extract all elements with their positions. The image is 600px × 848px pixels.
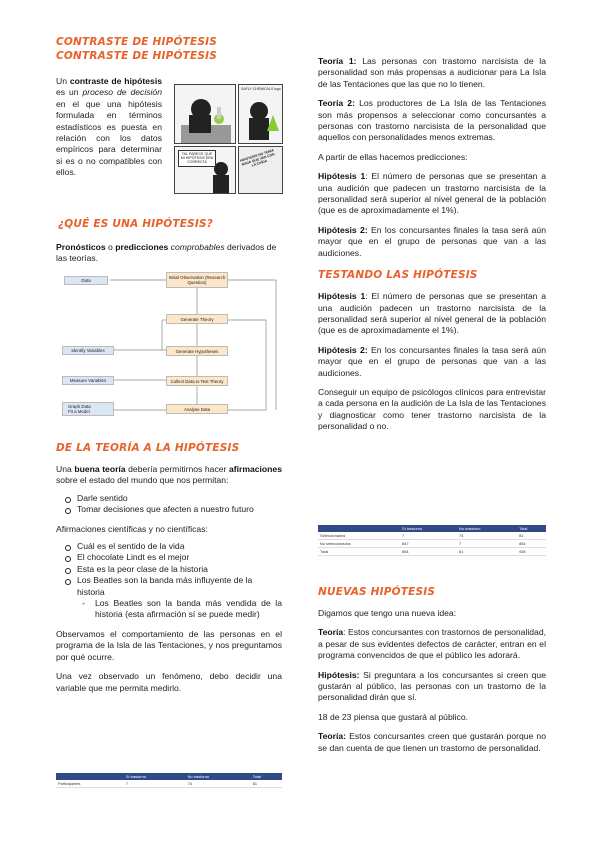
teoria-paragraph: Una buena teoría debería permitirnos hacer afirmaciones sobre el estado del mundo que nos permitan: bbox=[56, 464, 282, 486]
flow-collect-data: Collect Data to Test Theory bbox=[166, 376, 228, 386]
section-title-que-es: ¿QUÉ ES UNA HIPÓTESIS? bbox=[58, 218, 214, 230]
resultado-paragraph: 18 de 23 piensa que gustará al público. bbox=[318, 711, 469, 722]
intro-paragraph: Un contraste de hipótesis es un proceso de decisión en el que una hipótesis formulada en términos estadísticos es puesta en relación con los datos empíricos para determinar si es o no compatibles con ellos. bbox=[56, 76, 162, 178]
flow-graph-data: Graph Data Fit a Model bbox=[62, 402, 114, 416]
speech-bubble: TAL PARECE QUE MI HIPÓTESIS ERA CORRECTA bbox=[178, 150, 216, 167]
afirmaciones-label: Afirmaciones científicas y no científicas: bbox=[56, 523, 208, 534]
testando-hipotesis-2: Hipótesis 2: En los concursantes finales la tasa será aún mayor que en el grupo de personas que van a las audiciones. bbox=[318, 344, 546, 378]
section-title-teoria: DE LA TEORÍA A LA HIPÓTESIS bbox=[56, 442, 240, 454]
observamos-paragraph: Observamos el comportamiento de las personas en el programa de la Isla de las Tentaciones, y nos preguntamos por qué ocurre. bbox=[56, 628, 282, 662]
list-item: - Los Beatles son la banda más vendida de la historia (esta afirmación sí se puede medir) bbox=[78, 598, 282, 621]
partir-paragraph: A partir de ellas hacemos predicciones: bbox=[318, 151, 468, 162]
flow-identify-variables: Identify Variables bbox=[62, 346, 114, 355]
flow-initial-observation: Initial Observation (Research Question) bbox=[166, 272, 228, 288]
flow-generate-hypotheses: Generate Hypotheses bbox=[166, 346, 228, 356]
right-column bbox=[318, 56, 546, 433]
testando-hipotesis-1: Hipótesis 1: El número de personas que se presentan a una audición padecen un trastorno narcisista de la personalidad será superior al nivel general de la población (que es de aproximadamente el 1%). bbox=[318, 291, 546, 336]
section-title-testando: TESTANDO LAS HIPÓTESIS bbox=[318, 269, 478, 282]
comic-panel-2: SAFLY CHEMICALS logo bbox=[238, 84, 283, 144]
table-row: Participantes 7 74 81 bbox=[56, 780, 282, 788]
flow-generate-theory: Generate Theory bbox=[166, 314, 228, 324]
comic-panel-3 bbox=[174, 146, 236, 194]
list-item: Los Beatles son la banda más influyente de la historia bbox=[60, 575, 282, 598]
hipotesis-2: Hipótesis 2: En los concursantes finales la tasa será aún mayor que en el grupo de personas que van a las audiciones. bbox=[318, 224, 546, 258]
digamos-paragraph: Digamos que tengo una nueva idea: bbox=[318, 608, 457, 618]
table-row: Total 854 81 935 bbox=[318, 548, 546, 556]
list-item: El chocolate Lindt es el mejor bbox=[60, 552, 282, 563]
section-title-contraste: CONTRASTE DE HIPÓTESIS bbox=[56, 36, 217, 48]
comic-panel-4 bbox=[238, 146, 283, 194]
left-data-table bbox=[56, 773, 282, 788]
una-vez-paragraph: Una vez observado un fenómeno, debo decidir una variable que me permita medirlo. bbox=[56, 671, 282, 693]
right-data-table bbox=[318, 525, 546, 556]
list-item: Tomar decisiones que afecten a nuestro futuro bbox=[60, 504, 282, 515]
section-title-nuevas: NUEVAS HIPÓTESIS bbox=[318, 586, 436, 598]
table-row: Seleccionados 7 74 81 bbox=[318, 532, 546, 540]
left-column-lower bbox=[56, 442, 282, 694]
sub-list bbox=[56, 598, 282, 621]
lab-flask-icon bbox=[239, 85, 283, 144]
flow-measure-variables: Measure Variables bbox=[62, 376, 114, 385]
flowchart-arrows bbox=[54, 270, 284, 418]
research-process-flowchart bbox=[54, 270, 284, 418]
teoria-2: Teoría 2: Los productores de La Isla de las Tentaciones son más propensos a seleccionar como concursantes a personas con trastorno narcisista de la personalidad que aquellos con personalidades menos extremas. bbox=[318, 98, 546, 143]
flow-data: Data bbox=[64, 276, 108, 285]
nueva-hipotesis: Hipótesis: Si preguntara a los concursantes si creen que gustarán al público, las personas con un trastorno de la personalidad dirán que sí. bbox=[318, 669, 546, 703]
right-column-lower bbox=[318, 586, 546, 754]
list-item: Darle sentido bbox=[60, 493, 282, 504]
nueva-teoria: Teoría: Estos concursantes con trastornos de personalidad, a pesar de sus evidentes defectos de carácter, entran en el programa convencidos de que el público les adorará. bbox=[318, 627, 546, 661]
table-header-row: Sí trastorno No trastorno Total bbox=[318, 525, 546, 532]
table-row: No seleccionados 847 7 854 bbox=[318, 540, 546, 548]
list-item: Cuál es el sentido de la vida bbox=[60, 541, 282, 552]
section-subtitle-contraste: CONTRASTE DE HIPÓTESIS bbox=[56, 50, 217, 62]
scientist-icon bbox=[175, 85, 236, 144]
list-item: Esta es la peor clase de la historia bbox=[60, 564, 282, 575]
hipotesis-1: Hipótesis 1: El número de personas que se presentan a una audición que padecen un trastorno narcisista de la personalidad será superior al nivel general de la población (que es de aproximadamente el 1%). bbox=[318, 171, 546, 216]
hypothesis-sign: HIPÓTESIS NO TENÍA NADA QUE VER CON LA CAÍDA bbox=[239, 148, 276, 169]
afirmaciones-list bbox=[56, 541, 282, 598]
teoria-1: Teoría 1: Las personas con trastorno narcisista de la personalidad son más propensas a audicionar para La Isla de las Tentaciones que las que no lo tienen. bbox=[318, 56, 546, 89]
que-es-paragraph: Pronósticos o predicciones comprobables derivados de las teorías. bbox=[56, 242, 277, 264]
table-header-row: Sí trastorno No trastorno Total bbox=[56, 773, 282, 780]
conseguir-paragraph: Conseguir un equipo de psicólogos clínicos para entrevistar a cada persona en la audición de La Isla de las Tentaciones y diagnosticar como tener trastorno narcisista de la personalidad o no. bbox=[318, 386, 546, 432]
nueva-teoria-2: Teoría: Estos concursantes creen que gustarán porque no se dan cuenta de que tienen un trastorno de personalidad. bbox=[318, 731, 546, 753]
flow-analyse-data: Analyse Data bbox=[166, 404, 228, 414]
comic-panel-1 bbox=[174, 84, 236, 144]
permitan-list bbox=[56, 493, 282, 516]
